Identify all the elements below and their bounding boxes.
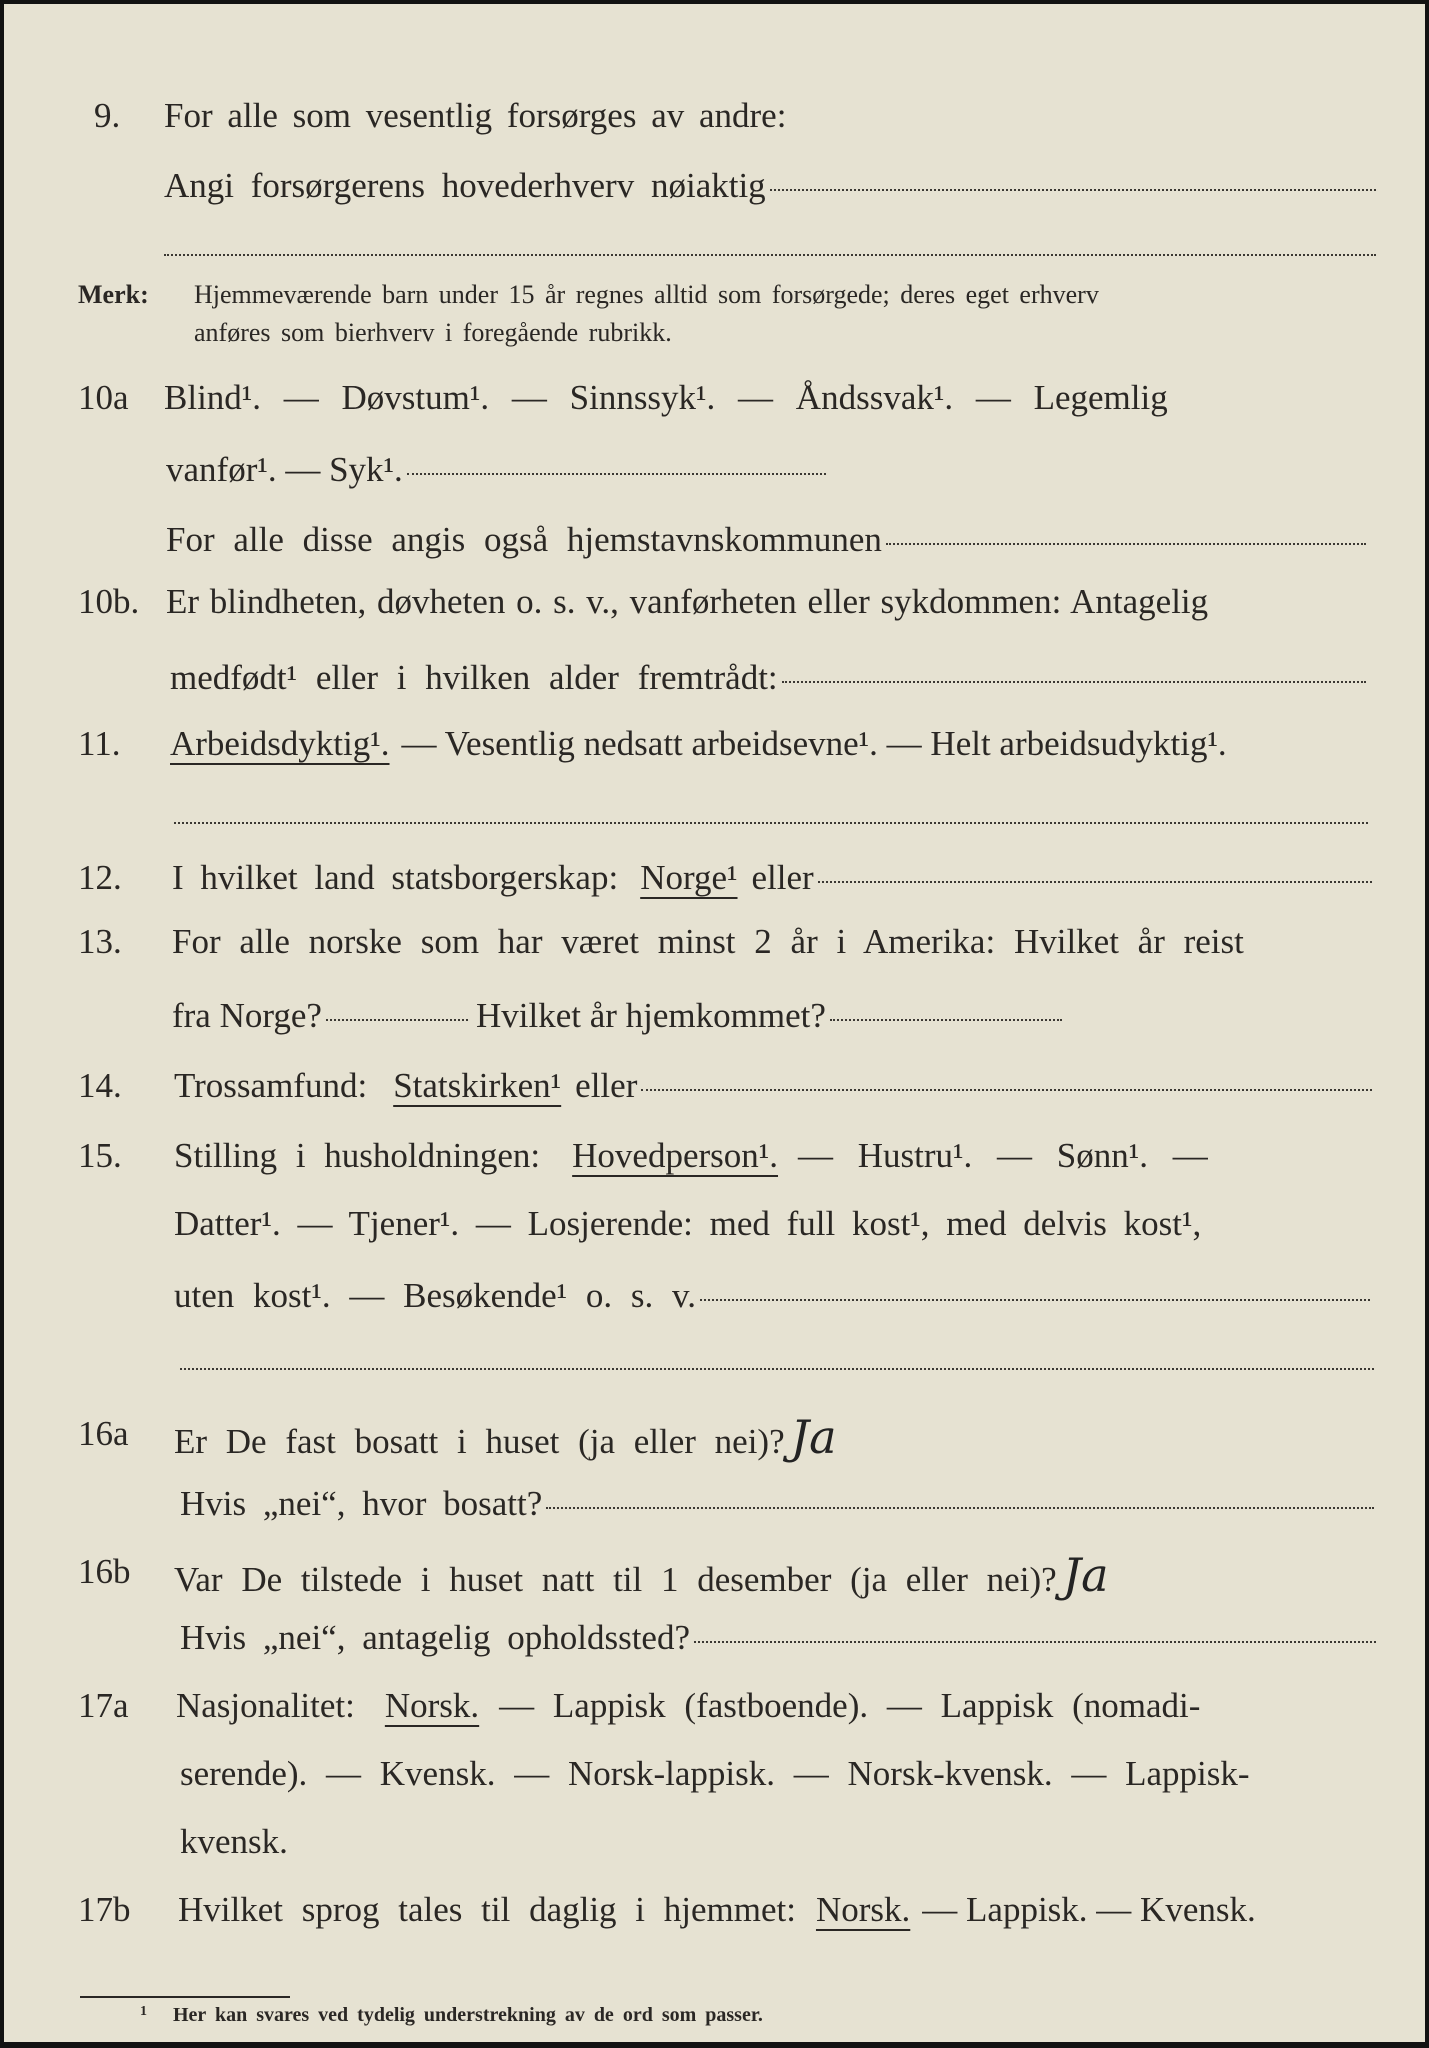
- q10b-line2: [170, 658, 1366, 698]
- q10b-question: Er blindheten, døvheten o. s. v., vanførheten eller sykdommen: Antagelig: [166, 582, 1209, 621]
- q10a-answer-field[interactable]: [407, 473, 826, 475]
- q12-answer-field[interactable]: [818, 881, 1372, 883]
- q10a-options: Blind¹. — Døvstum¹. — Sinnssyk¹. — Åndssvak¹. — Legemlig: [164, 378, 1168, 417]
- q10a-line1: [78, 378, 1368, 418]
- q15-line2: [174, 1204, 1374, 1244]
- q17b-option-norsk-underlined[interactable]: Norsk.: [815, 1890, 911, 1929]
- q12-question: I hvilket land statsborgerskap:: [172, 858, 619, 897]
- q12-eller: eller: [751, 858, 814, 897]
- q13-returned-label: Hvilket år hjemkommet?: [475, 996, 826, 1035]
- q15-question: Stilling i husholdningen:: [174, 1136, 541, 1175]
- q16a-number: 16a: [78, 1414, 129, 1453]
- q15-number: 15.: [78, 1136, 122, 1175]
- q9-line1: [94, 96, 1374, 136]
- q13-returned-field[interactable]: [830, 1019, 1062, 1021]
- q16a-line2: [180, 1484, 1374, 1524]
- q17a-options-3: kvensk.: [180, 1822, 288, 1861]
- q10b-number: 10b.: [78, 582, 140, 621]
- q15-line3: [174, 1276, 1370, 1316]
- merk-label: Merk:: [78, 280, 149, 309]
- q17a-option-norsk-underlined[interactable]: Norsk.: [384, 1686, 480, 1725]
- merk-text-2: anføres som bierhverv i foregående rubrikk.: [194, 318, 672, 347]
- q16a-handwritten-answer[interactable]: Ja: [790, 1410, 837, 1464]
- q12-line: [78, 858, 1372, 898]
- q14-eller: eller: [575, 1066, 638, 1105]
- q11-other-options: — Vesentlig nedsatt arbeidsevne¹. — Helt arbeidsudyktig¹.: [401, 724, 1227, 763]
- q13-question: For alle norske som har været minst 2 år i Amerika: Hvilket år reist: [172, 922, 1244, 961]
- q9-extra-answer-line[interactable]: [164, 254, 1376, 256]
- q10b-answer-field[interactable]: [782, 681, 1366, 683]
- q10a-number: 10a: [78, 378, 129, 417]
- q17a-label: Nasjonalitet:: [176, 1686, 355, 1725]
- q10a-options-2: vanfør¹. — Syk¹.: [166, 450, 403, 489]
- q16b-question: Var De tilstede i huset natt til 1 desember (ja eller nei)?: [174, 1560, 1057, 1599]
- q10a-home-municipality-label: For alle disse angis også hjemstavnskommunen: [166, 520, 882, 559]
- q16a-residence-field[interactable]: [546, 1507, 1374, 1509]
- merk-line2: [194, 318, 1294, 348]
- q10a-municipality-field[interactable]: [886, 543, 1366, 545]
- q15-answer-line[interactable]: [180, 1368, 1374, 1370]
- q17b-other-options: — Lappisk. — Kvensk.: [922, 1890, 1256, 1929]
- q16b-handwritten-answer[interactable]: Ja: [1062, 1548, 1109, 1602]
- q9-number: 9.: [94, 96, 121, 135]
- q10b-line1: [78, 582, 1368, 622]
- q11-number: 11.: [78, 724, 121, 763]
- q16a-question: Er De fast bosatt i huset (ja eller nei)?: [174, 1422, 785, 1461]
- q17a-line3: [180, 1822, 580, 1862]
- q17a-options-2: serende). — Kvensk. — Norsk-lappisk. — Norsk-kvensk. — Lappisk-: [180, 1754, 1250, 1793]
- q17a-options-1: — Lappisk (fastboende). — Lappisk (nomadi-: [499, 1686, 1201, 1725]
- q17a-line2: [180, 1754, 1380, 1794]
- q16b-stay-field[interactable]: [694, 1641, 1376, 1643]
- q12-option-norge-underlined[interactable]: Norge¹: [640, 858, 738, 897]
- q14-answer-field[interactable]: [641, 1089, 1372, 1091]
- q17b-number: 17b: [78, 1890, 131, 1929]
- q17b-line: [78, 1890, 1378, 1930]
- q10b-question-2: medfødt¹ eller i hvilken alder fremtrådt:: [170, 658, 778, 697]
- q9-answer-field[interactable]: [770, 189, 1376, 191]
- q13-number: 13.: [78, 922, 122, 961]
- q16b-line2: [180, 1618, 1376, 1658]
- q17a-number: 17a: [78, 1686, 129, 1725]
- q11-answer-line[interactable]: [174, 822, 1368, 824]
- q15-answer-field[interactable]: [700, 1299, 1370, 1301]
- q15-line1: [78, 1136, 1378, 1176]
- q11-line: [78, 724, 1378, 764]
- q14-line: [78, 1066, 1372, 1106]
- footnote-text: Her kan svares ved tydelig understrekning av de ord som passer.: [173, 2004, 763, 2026]
- q17a-line1: [78, 1686, 1378, 1726]
- q15-options-2: Datter¹. — Tjener¹. — Losjerende: med full kost¹, med delvis kost¹,: [174, 1204, 1202, 1243]
- q13-left-field[interactable]: [326, 1019, 468, 1021]
- q14-label: Trossamfund:: [174, 1066, 368, 1105]
- q13-left-label: fra Norge?: [172, 996, 322, 1035]
- q9-provider-label: Angi forsørgerens hovederhverv nøiaktig: [164, 166, 766, 205]
- q16a-followup: Hvis „nei“, hvor bosatt?: [180, 1484, 543, 1523]
- footnote-mark: 1: [140, 2004, 147, 2019]
- q16b-followup: Hvis „nei“, antagelig opholdssted?: [180, 1618, 690, 1657]
- q14-option-statskirken-underlined[interactable]: Statskirken¹: [393, 1066, 562, 1105]
- q15-options-3: uten kost¹. — Besøkende¹ o. s. v.: [174, 1276, 697, 1315]
- footnote-rule: [80, 1996, 290, 1998]
- q11-option-able-underlined[interactable]: Arbeidsdyktig¹.: [170, 724, 390, 763]
- merk-line1: [78, 280, 1378, 310]
- census-form-page: [4, 4, 1425, 2042]
- q12-number: 12.: [78, 858, 122, 897]
- q17b-question: Hvilket sprog tales til daglig i hjemmet:: [178, 1890, 796, 1929]
- q13-line1: [78, 922, 1372, 962]
- q15-options-1: — Hustru¹. — Sønn¹. —: [798, 1136, 1208, 1175]
- footnote: [140, 2004, 1040, 2027]
- q10a-line3: [166, 520, 1366, 560]
- merk-text-1: Hjemmeværende barn under 15 år regnes alltid som forsørgede; deres eget erhverv: [194, 280, 1099, 309]
- q16b-number: 16b: [78, 1552, 131, 1591]
- q9-line2: [164, 166, 1376, 206]
- q9-text: For alle som vesentlig forsørges av andre:: [164, 96, 787, 135]
- q13-line2: [172, 996, 1062, 1036]
- q14-number: 14.: [78, 1066, 122, 1105]
- q15-option-hovedperson-underlined[interactable]: Hovedperson¹.: [572, 1136, 779, 1175]
- q16a-line1: [78, 1410, 1378, 1464]
- q16b-line1: [78, 1548, 1378, 1602]
- q10a-line2: [166, 450, 826, 490]
